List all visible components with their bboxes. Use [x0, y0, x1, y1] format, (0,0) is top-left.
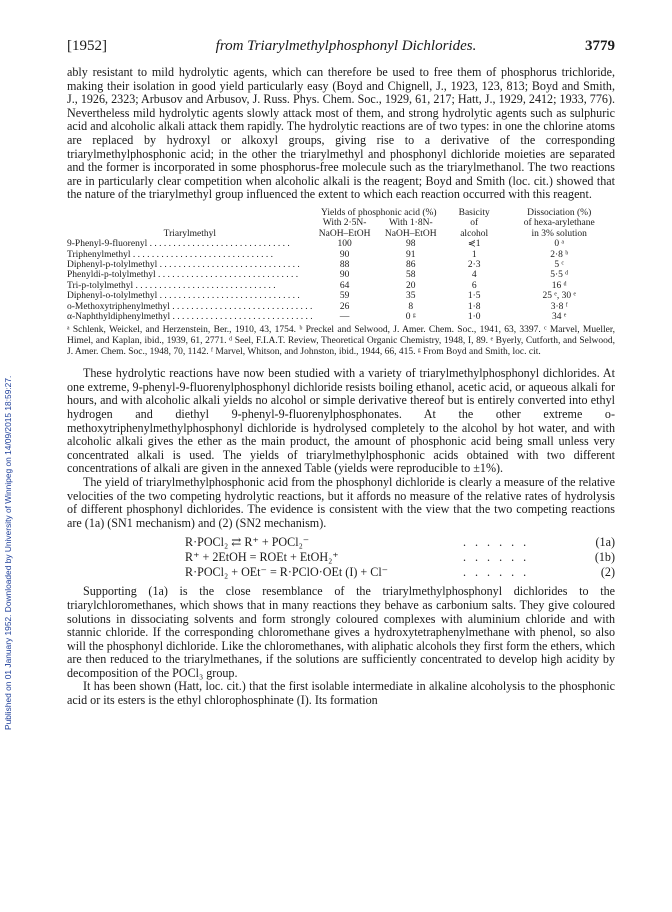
header-triarylmethyl: Triarylmethyl — [163, 228, 217, 239]
cell-triarylmethyl: Tri-p-tolylmethyl . . . . . . . . . . . . . . . . . . . . . . . . . . . . . . — [67, 280, 276, 291]
header-year: [1952] — [67, 38, 107, 54]
header-basicity-3: alcohol — [460, 228, 489, 239]
cell-yield-25n: 90 — [339, 249, 350, 260]
cell-dissociation: 5·5 ᵈ — [550, 270, 569, 281]
paragraph-intro: ably resistant to mild hydrolytic agents, which can therefore be used to free them of phosphorus trichloride, making their isolation in good yield particularly easy (Boyd and Chignell, J., 1923, 123, 813; Boyd and Smith, J., 1926, 2323; Arbusov and Arbusov, J. Russ. Phys. Chem. Soc., 1929, 61, 217; Hatt, J., 1929, 2412; 1933, 776). Nevertheless mild hydrolytic agents slowly attack most of them, and strong hydrolytic agents such as sulphuric acid and alcoholic alkali attack them rapidly. The hydrolytic reactions are of two types: in one the chlorine atoms are replaced by hydroxyl or alkoxyl groups, giving rise to a derivative of the corresponding triarylmethylphosphonic acid; in the other the triarylmethyl and phosphonyl dichloride moieties are separated and the former is incorporated in some phosphorus-free molecule such as the triarylmethanol. The two reactions are in particularly clear competition when alcoholic alkali is the reagent; Boyd and Smith (loc. cit.) showed that the nature of the triarylmethyl group influenced the extent to which each reaction occurred with this reagent. — [67, 65, 615, 202]
table-row — [67, 260, 615, 270]
cell-yield-25n: 26 — [339, 301, 350, 312]
cell-yield-25n: 88 — [339, 259, 350, 270]
cell-basicity: 6 — [471, 280, 477, 291]
paragraph-intermediate: It has been shown (Hatt, loc. cit.) that the first isolable intermediate in alkaline alcoholysis to the phosphonic acid or its esters is the ethyl chlorophosphinate (I). Its formation — [67, 679, 615, 708]
cell-triarylmethyl: Diphenyl-o-tolylmethyl . . . . . . . . . . . . . . . . . . . . . . . . . . . . . . — [67, 291, 300, 302]
header-title: from Triarylmethylphosphonyl Dichlorides. — [215, 38, 477, 54]
header-basicity-1: Basicity — [458, 207, 490, 218]
cell-yield-18n: 98 — [406, 239, 416, 250]
cell-yield-18n: 20 — [406, 280, 416, 291]
paragraph-supporting: Supporting (1a) is the close resemblance of the triarylmethylphosphonyl dichlorides to the triarylchloromethanes, which shows that in many reactions they behave as carbonium salts. They give coloured solutions in dissociating solvents and form strongly coloured complexes with aluminium chloride and with stannic chloride. If the corresponding chloromethane gives a hydroxytetraphenylmethane with phenol, so also will the phosphonyl dichloride. Like the chloromethanes, with aliphatic alcohols they first form the ethers, which are then reduced to the triarylmethanes, if the solutions are sufficiently concentrated to develop high acidity by decomposition of the POCl₃ group. — [67, 584, 615, 680]
paragraph-mechanism: The yield of triarylmethylphosphonic acid from the phosphonyl dichloride is clearly a measure of the relative velocities of the two competing hydrolytic reactions, but it affords no measure of the relative rates of hydrolysis of different phosphonyl dichlorides. The evidence is consistent with the view that the two competing reactions are (1a) (SN1 mechanism) and (2) (SN2 mechanism). — [67, 474, 615, 530]
cell-yield-18n: 91 — [406, 249, 416, 260]
equations — [67, 535, 615, 580]
table-row — [67, 302, 615, 312]
equation-expression: R·POCl₂ ⇄ R⁺ + POCl₂⁻ — [185, 535, 310, 550]
cell-yield-25n: 90 — [339, 270, 350, 281]
equation-2 — [67, 565, 615, 580]
download-watermark-text[interactable]: Published on 01 January 1952. Downloaded by University of Winnipeg on 14/09/2015 18:59:27. — [3, 375, 13, 730]
cell-triarylmethyl: Triphenylmethyl . . . . . . . . . . . . . . . . . . . . . . . . . . . . . . — [67, 249, 274, 260]
equation-leader: ...... — [463, 550, 536, 565]
cell-yield-18n: 58 — [406, 270, 416, 281]
equation-number: (2) — [600, 565, 615, 580]
cell-triarylmethyl: Diphenyl-p-tolylmethyl . . . . . . . . . . . . . . . . . . . . . . . . . . . . . . — [67, 259, 300, 270]
cell-yield-18n: 86 — [406, 259, 416, 270]
page-number: 3779 — [585, 38, 615, 54]
table-body — [67, 239, 615, 322]
cell-dissociation: 16 ᵈ — [551, 280, 567, 291]
cell-dissociation: 34 ᵉ — [552, 312, 567, 322]
cell-basicity: 2·3 — [467, 259, 481, 270]
header-naoh-25-solvent: NaOH–EtOH — [318, 228, 371, 239]
cell-basicity: ⋞1 — [467, 239, 481, 250]
yields-table — [67, 208, 615, 322]
table-footnotes: ᵃ Schlenk, Weickel, and Herzenstein, Ber., 1910, 43, 1754. ᵇ Preckel and Selwood, J. Amer. Chem. Soc., 1941, 63, 3397. ᶜ Marvel, Mueller, Himel, and Kaplan, ibid., 1939, 61, 2771. ᵈ Seel, F.I.A.T. Review, Theoretical Organic Chemistry, 1948, I, 89. ᵉ Byerly, Cutforth, and Selwood, J. Amer. Chem. Soc., 1948, 70, 1142. ᶠ Marvel, Whitson, and Johnston, ibid., 1944, 66, 415. ᵍ From Boyd and Smith, loc. cit. — [67, 325, 615, 357]
cell-basicity: 1·0 — [467, 312, 481, 322]
cell-yield-25n: 64 — [339, 280, 350, 291]
cell-dissociation: 0 ᵃ — [554, 239, 565, 250]
download-watermark — [3, 170, 15, 730]
equation-1a — [67, 535, 615, 550]
cell-triarylmethyl: α-Naphthyldiphenylmethyl . . . . . . . . . . . . . . . . . . . . . . . . . . . . . . — [67, 312, 313, 322]
cell-dissociation: 5 ᶜ — [554, 259, 564, 270]
header-naoh-25: With 2·5N- — [322, 218, 367, 229]
table-row — [67, 250, 615, 260]
cell-basicity: 1·5 — [467, 291, 481, 302]
cell-yield-25n: 59 — [339, 291, 350, 302]
cell-triarylmethyl: 9-Phenyl-9-fluorenyl . . . . . . . . . . . . . . . . . . . . . . . . . . . . . . — [67, 239, 290, 250]
header-naoh-18-solvent: NaOH–EtOH — [384, 228, 437, 239]
header-dissociation-3: in 3% solution — [531, 228, 587, 239]
equation-1b — [67, 550, 615, 565]
paper-page — [67, 38, 615, 708]
header-basicity-2: of — [470, 218, 479, 229]
equation-number: (1b) — [594, 550, 615, 565]
equation-leader: ...... — [463, 565, 536, 580]
equation-number: (1a) — [595, 535, 615, 550]
cell-dissociation: 2·8 ᵇ — [550, 249, 569, 260]
header-dissociation-2: of hexa-arylethane — [523, 218, 595, 229]
paragraph-extremes: These hydrolytic reactions have now been studied with a variety of triarylmethylphosphonyl dichlorides. At one extreme, 9-phenyl-9-fluorenylphosphonyl dichloride resists boiling ethanol, acetic acid, or aqueous alkali for hours, and with alcoholic alkali yields no alcohol or simple derivative thereof but is entirely converted into ethyl hydrogen and diethyl 9-phenyl-9-fluorenylphosphonates. At the other extreme o-methoxytriphenylmethylphosphonyl dichloride is hydrolysed completely to the alcohol by hot water, and with alcoholic alkali gives the ether as the main product, the amount of phosphonic acid being small unless very concentrated alkali is used. The yields of triarylmethylphosphonic acids obtained with two different concentrations of alkali are given in the annexed Table (yields were reproducible to ±1%). — [67, 366, 615, 476]
equation-expression: R⁺ + 2EtOH = ROEt + EtOH₂⁺ — [185, 550, 339, 565]
table-row — [67, 281, 615, 291]
cell-triarylmethyl: o-Methoxytriphenylmethyl . . . . . . . . . . . . . . . . . . . . . . . . . . . . . . — [67, 301, 313, 312]
cell-basicity: 1 — [471, 249, 477, 260]
cell-basicity: 4 — [471, 270, 477, 281]
equation-expression: R·POCl₂ + OEt⁻ = R·PClO·OEt (I) + Cl⁻ — [185, 565, 389, 580]
header-naoh-18: With 1·8N- — [388, 218, 433, 229]
running-header — [67, 38, 615, 55]
cell-dissociation: 25 ᵉ, 30 ᵉ — [542, 291, 576, 302]
cell-yield-18n: 0 ᵍ — [405, 312, 416, 322]
cell-dissociation: 3·8 ᶠ — [550, 301, 568, 312]
table-row — [67, 312, 615, 322]
table-row — [67, 270, 615, 280]
table-row — [67, 291, 615, 301]
cell-triarylmethyl: Phenyldi-p-tolylmethyl . . . . . . . . . . . . . . . . . . . . . . . . . . . . . . — [67, 270, 299, 281]
equation-leader: ...... — [463, 535, 536, 550]
cell-yield-25n: 100 — [337, 239, 352, 250]
table-row — [67, 239, 615, 249]
cell-yield-18n: 35 — [406, 291, 416, 302]
header-dissociation-1: Dissociation (%) — [527, 207, 592, 218]
header-yields: Yields of phosphonic acid (%) — [321, 207, 437, 218]
cell-yield-18n: 8 — [408, 301, 414, 312]
cell-yield-25n: — — [339, 312, 350, 322]
cell-basicity: 1·8 — [467, 301, 481, 312]
